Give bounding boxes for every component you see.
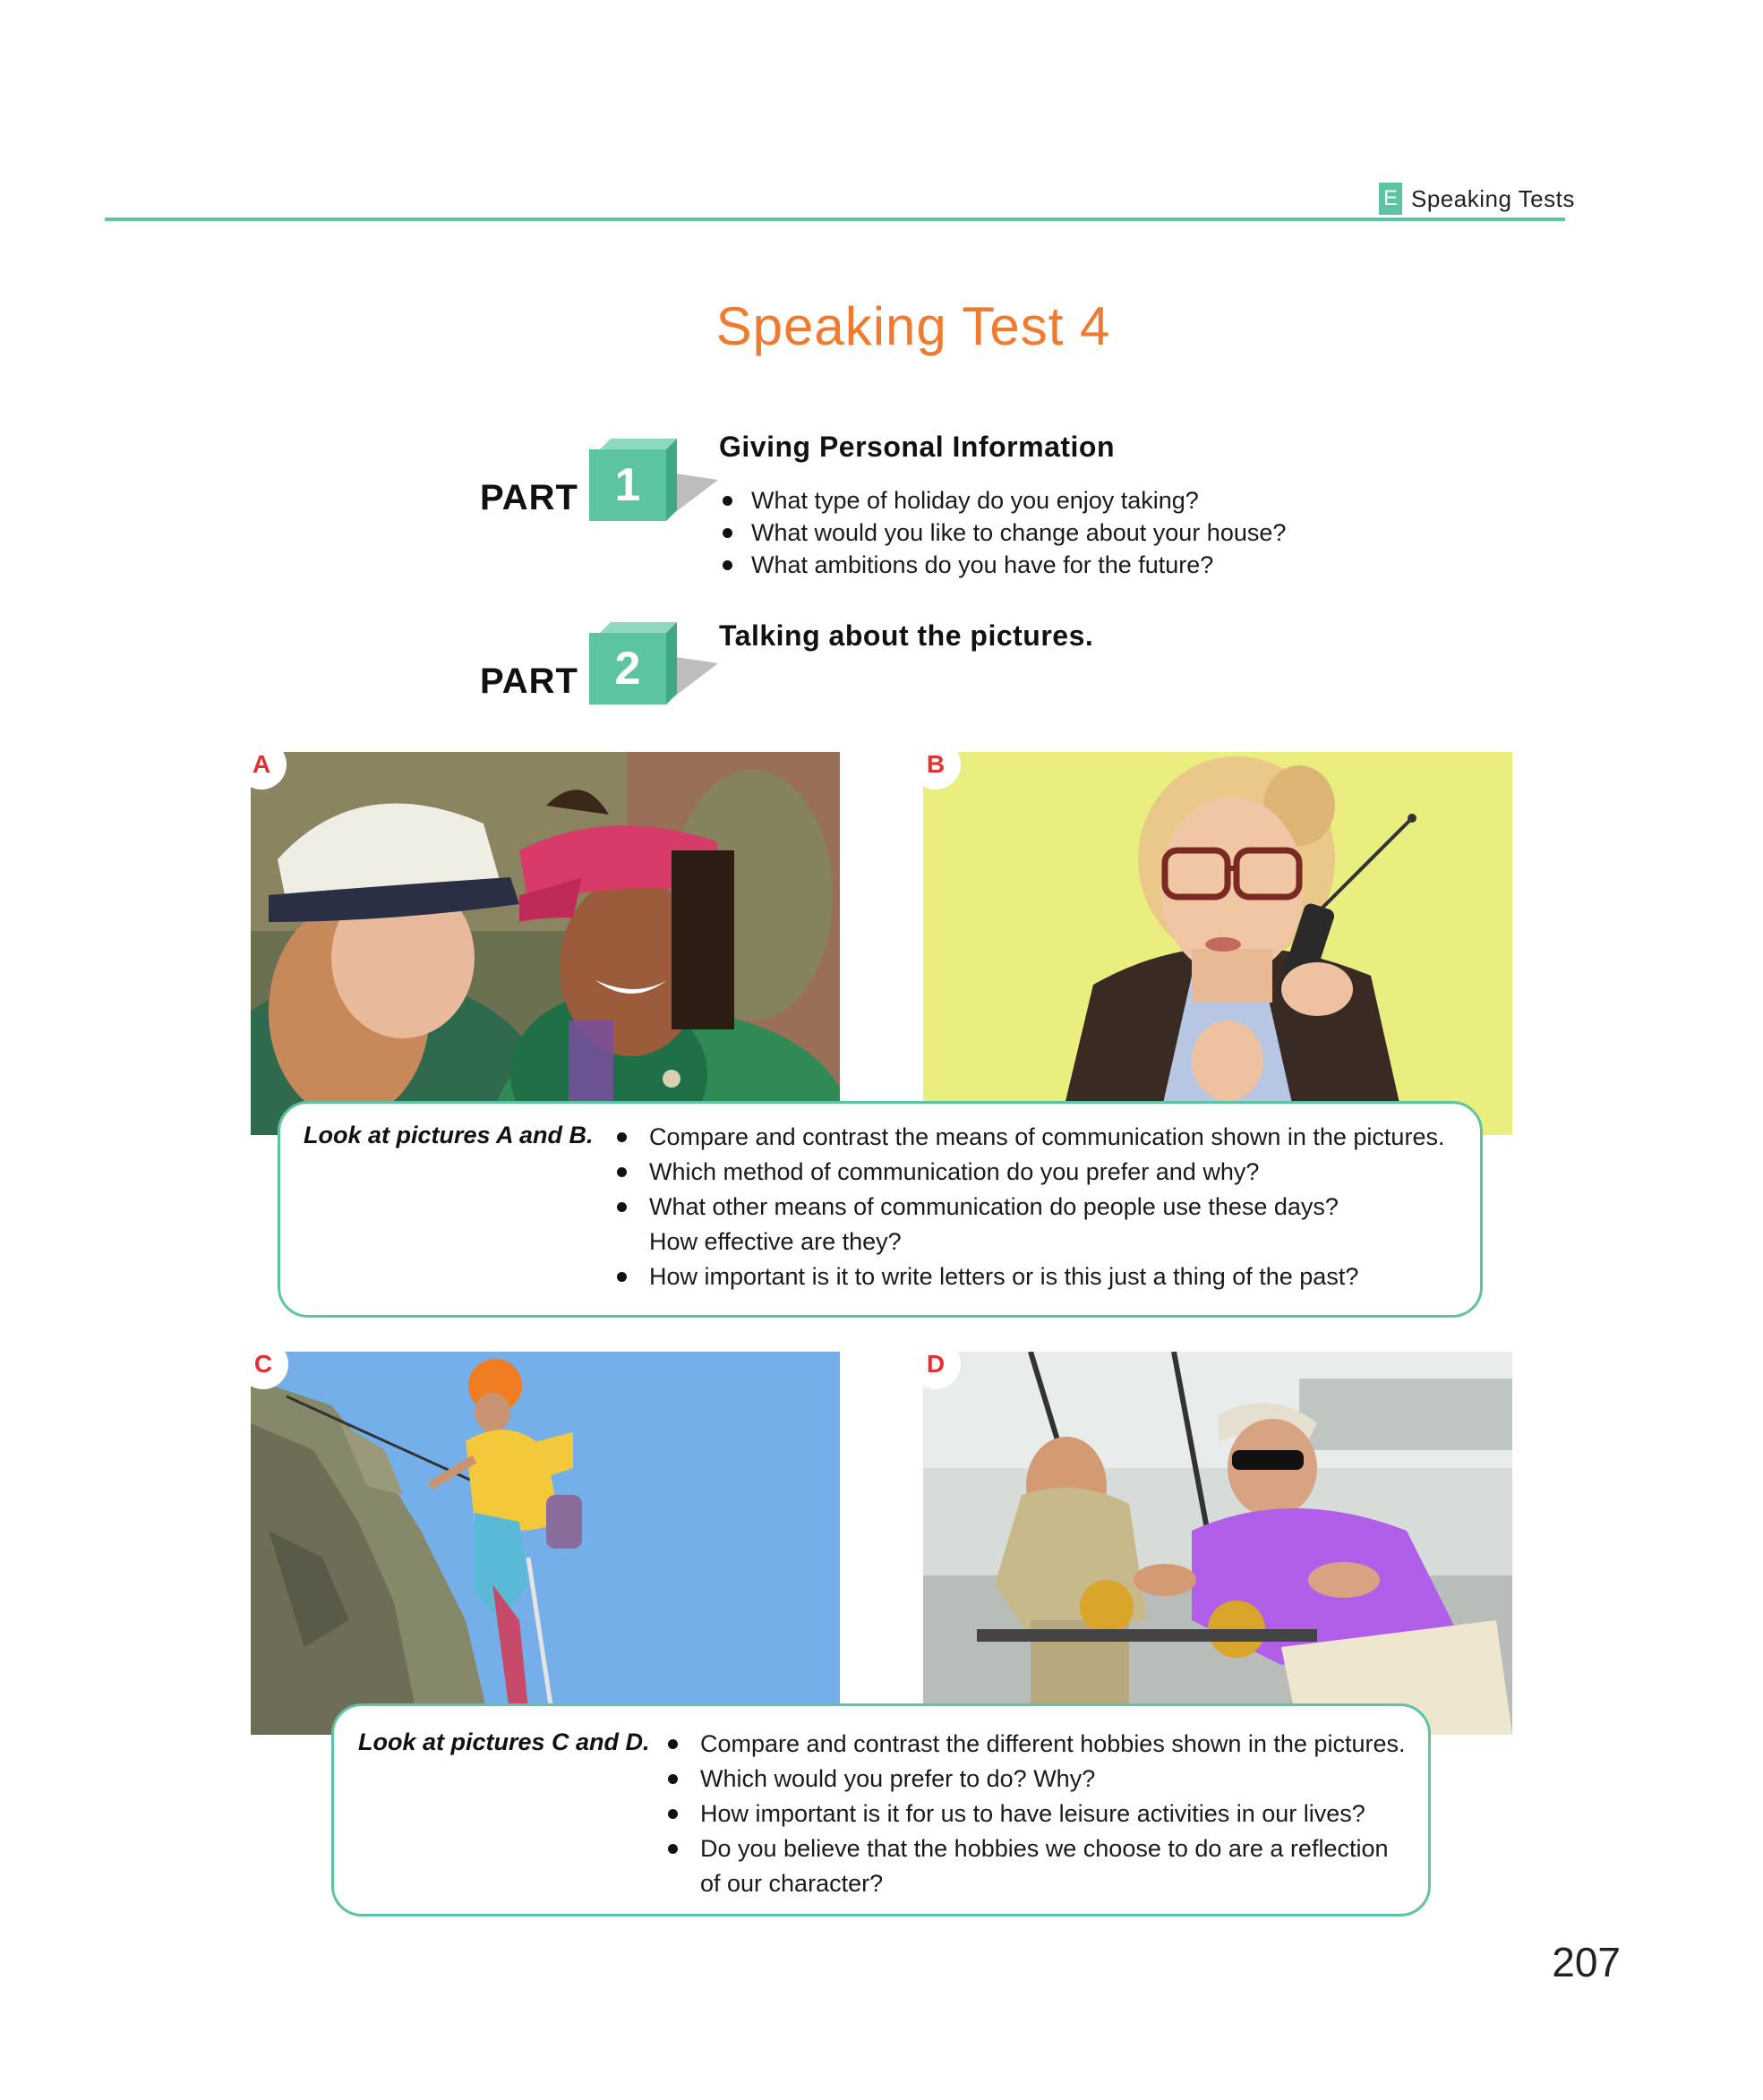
part-1-number: 1 xyxy=(614,459,641,511)
section-label: Speaking Tests xyxy=(1411,184,1575,212)
caption-ab-continuation: How effective are they? xyxy=(649,1228,902,1255)
photo-c-letter: C xyxy=(251,1352,288,1389)
part-2-number: 2 xyxy=(614,643,641,695)
header-rule xyxy=(105,218,1565,221)
section-letter-badge: E xyxy=(1379,183,1402,215)
caption-cd-question: Do you believe that the hobbies we choose to do are a reflection xyxy=(664,1831,1416,1866)
part-1-cube-icon xyxy=(584,437,673,535)
caption-ab-question: Which method of communication do you prefer and why? xyxy=(613,1155,1464,1190)
part-1-heading: Giving Personal Information xyxy=(719,431,1115,463)
part-2-heading: Talking about the pictures. xyxy=(719,619,1094,652)
caption-cd-questions xyxy=(664,1727,1416,1901)
caption-ab-question: How important is it to write letters or is this just a thing of the past? xyxy=(613,1259,1464,1294)
part-1-questions xyxy=(719,484,1286,581)
part-1-word: PART xyxy=(480,477,578,517)
part-2-cube-icon xyxy=(584,620,673,719)
caption-cd-question: Compare and contrast the different hobbies shown in the pictures. xyxy=(664,1727,1416,1762)
page-number: 207 xyxy=(1552,1939,1621,1985)
caption-ab-question: What other means of communication do people use these days? xyxy=(613,1190,1464,1225)
part-2-word: PART xyxy=(480,661,578,701)
part-1-question: What would you like to change about your house? xyxy=(719,516,1286,549)
photo-b xyxy=(923,752,1512,1135)
part-1-question: What ambitions do you have for the future? xyxy=(719,549,1286,581)
photo-a xyxy=(251,752,840,1135)
photo-d-letter: D xyxy=(923,1352,961,1389)
photo-d xyxy=(923,1352,1512,1735)
caption-ab-lead: Look at pictures A and B. xyxy=(304,1122,594,1148)
caption-ab-question: Compare and contrast the means of communication shown in the pictures. xyxy=(613,1120,1464,1155)
photo-b-letter: B xyxy=(923,752,961,790)
photo-a-letter: A xyxy=(251,752,287,790)
caption-cd-continuation: of our character? xyxy=(700,1870,884,1897)
caption-box-ab xyxy=(278,1101,1483,1318)
caption-cd-lead: Look at pictures C and D. xyxy=(358,1729,650,1755)
caption-box-cd xyxy=(331,1703,1431,1916)
running-header xyxy=(1379,183,1575,215)
caption-ab-questions xyxy=(613,1120,1464,1294)
photo-c xyxy=(251,1352,840,1735)
caption-cd-question: Which would you prefer to do? Why? xyxy=(664,1762,1416,1797)
part-2-label xyxy=(480,620,673,719)
caption-cd-question: How important is it for us to have leisure activities in our lives? xyxy=(664,1797,1416,1831)
page-title: Speaking Test 4 xyxy=(715,296,1111,356)
part-1-question: What type of holiday do you enjoy taking? xyxy=(719,484,1286,516)
part-1-label xyxy=(480,437,673,535)
